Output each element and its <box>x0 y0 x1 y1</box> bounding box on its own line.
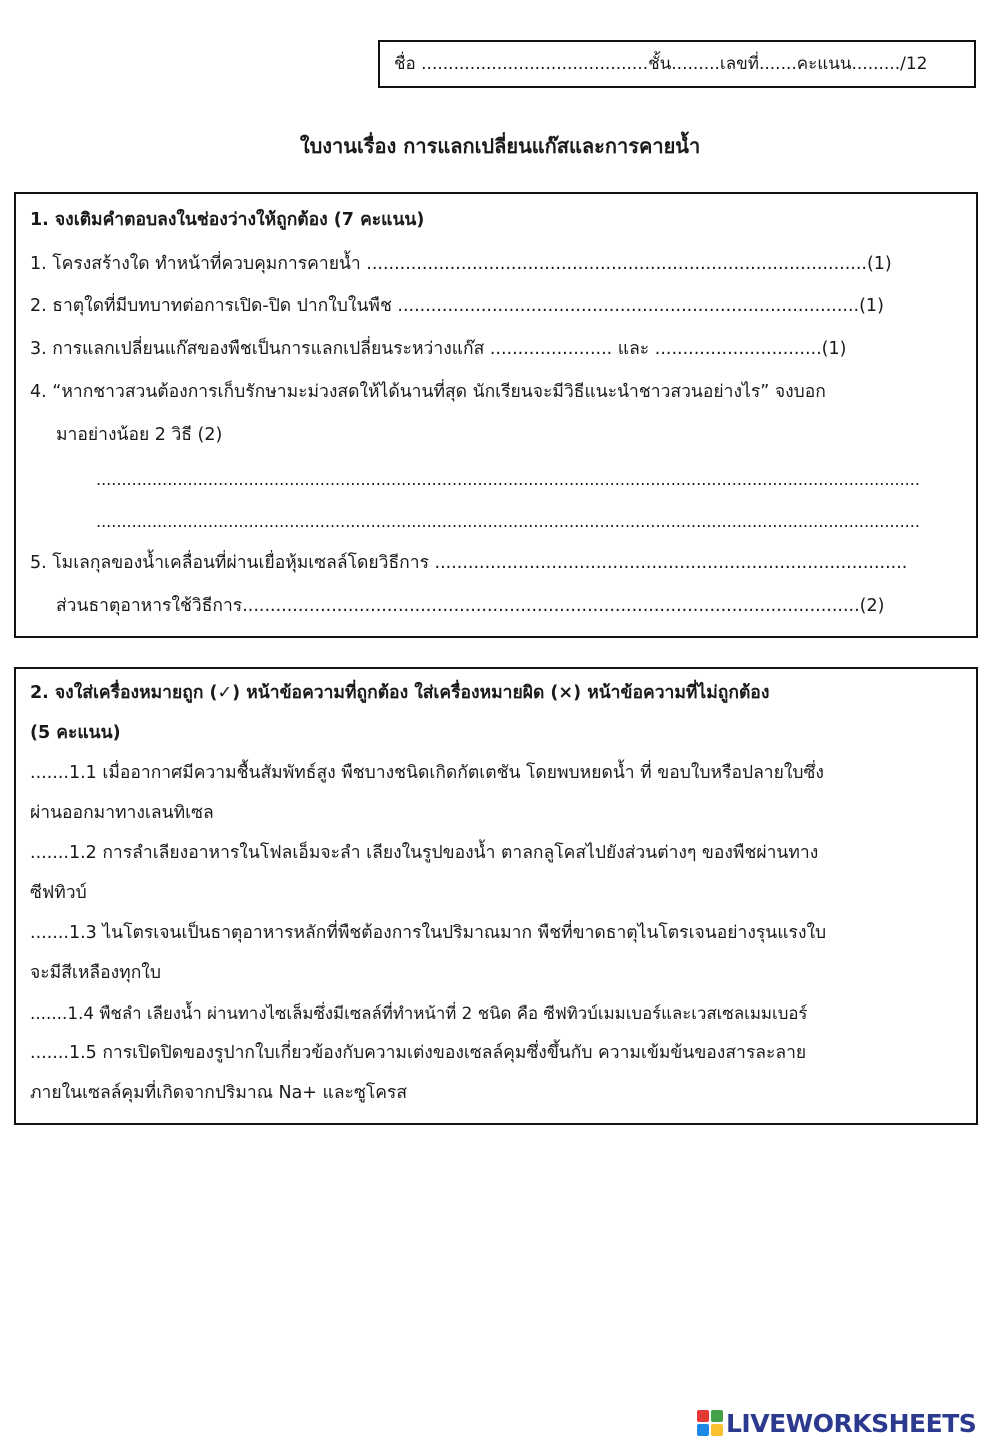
logo-square-yellow <box>711 1424 723 1436</box>
logo-square-red <box>697 1410 709 1422</box>
liveworksheets-logo-icon <box>697 1410 723 1436</box>
section2-heading-line1: 2. จงใส่เครื่องหมายถูก (✓) หน้าข้อความที่ถูกต้อง ใส่เครื่องหมายผิด (×) หน้าข้อความที่ไม่ถูกต้อง <box>30 683 770 703</box>
statement-1-4-line1: .......1.4 พืชลำ เลียงน้ำ ผ่านทางไซเล็มซึ่งมีเซลล์ที่ทำหน้าที่ 2 ชนิด คือ ซีฟทิวบ์เมมเบอร์และเวสเซลเมมเบอร์ <box>30 1003 808 1023</box>
section-fill-in-blank <box>14 192 978 638</box>
liveworksheets-logo[interactable] <box>697 1407 976 1439</box>
statement-1-5-line2: ภายในเซลล์คุมที่เกิดจากปริมาณ Na+ และซูโครส <box>30 1083 408 1103</box>
question-3: 3. การแลกเปลี่ยนแก๊สของพืชเป็นการแลกเปลี่ยนระหว่างแก๊ส ...................... และ ..............................(1) <box>30 339 847 359</box>
question-4-line2: มาอย่างน้อย 2 วิธี (2) <box>56 425 223 445</box>
question-5-line1: 5. โมเลกุลของน้ำเคลื่อนที่ผ่านเยื่อหุ้มเซลล์โดยวิธีการ ..................................................................................... <box>30 553 908 573</box>
logo-square-blue <box>697 1424 709 1436</box>
answer-line-1[interactable]: .................................................................................................................................................................. <box>96 470 920 489</box>
statement-1-1-line1: .......1.1 เมื่ออากาศมีความชื้นสัมพัทธ์สูง พืชบางชนิดเกิดกัตเตชัน โดยพบหยดน้ำ ที่ ขอบใบหรือปลายใบซึ่ง <box>30 763 824 783</box>
question-2: 2. ธาตุใดที่มีบทบาทต่อการเปิด-ปิด ปากใบในพืช ...................................................................................(1) <box>30 296 884 316</box>
student-info-text: ชื่อ ..........................................ชั้น.........เลขที่.......คะแนน........./12 <box>394 54 928 74</box>
section2-heading-line2: (5 คะแนน) <box>30 723 121 743</box>
statement-1-5-line1: .......1.5 การเปิดปิดของรูปากใบเกี่ยวข้องกับความเต่งของเซลล์คุมซึ่งขึ้นกับ ความเข้มข้นของสารละลาย <box>30 1043 807 1063</box>
statement-1-3-line2: จะมีสีเหลืองทุกใบ <box>30 963 161 983</box>
statement-1-2-line1: .......1.2 การลำเลียงอาหารในโฟลเอ็มจะลำ เลียงในรูปของน้ำ ตาลกลูโคสไปยังส่วนต่างๆ ของพืชผ่านทาง <box>30 843 819 863</box>
statement-1-1-line2: ผ่านออกมาทางเลนทิเซล <box>30 803 214 823</box>
liveworksheets-logo-text: LIVEWORKSHEETS <box>726 1408 977 1438</box>
question-4-line1: 4. “หากชาวสวนต้องการเก็บรักษามะม่วงสดให้ได้นานที่สุด นักเรียนจะมีวิธีแนะนำชาวสวนอย่างไร” จงบอก <box>30 382 826 402</box>
student-info-box <box>378 40 976 88</box>
statement-1-3-line1: .......1.3 ไนโตรเจนเป็นธาตุอาหารหลักที่พืชต้องการในปริมาณมาก พืชที่ขาดธาตุไนโตรเจนอย่างรุนแรงใบ <box>30 923 827 943</box>
question-5-line2: ส่วนธาตุอาหารใช้วิธีการ...............................................................................................................(2) <box>56 596 885 616</box>
statement-1-2-line2: ซีฟทิวบ์ <box>30 883 87 903</box>
question-1: 1. โครงสร้างใด ทำหน้าที่ควบคุมการคายน้ำ ..........................................................................................(1) <box>30 254 892 274</box>
answer-line-2[interactable]: .................................................................................................................................................................. <box>96 512 920 531</box>
logo-square-green <box>711 1410 723 1422</box>
section-true-false <box>14 667 978 1125</box>
section1-heading: 1. จงเติมคำตอบลงในช่องว่างให้ถูกต้อง (7 คะแนน) <box>30 210 425 230</box>
worksheet-title: ใบงานเรื่อง การแลกเปลี่ยนแก๊สและการคายน้ำ <box>299 134 701 158</box>
